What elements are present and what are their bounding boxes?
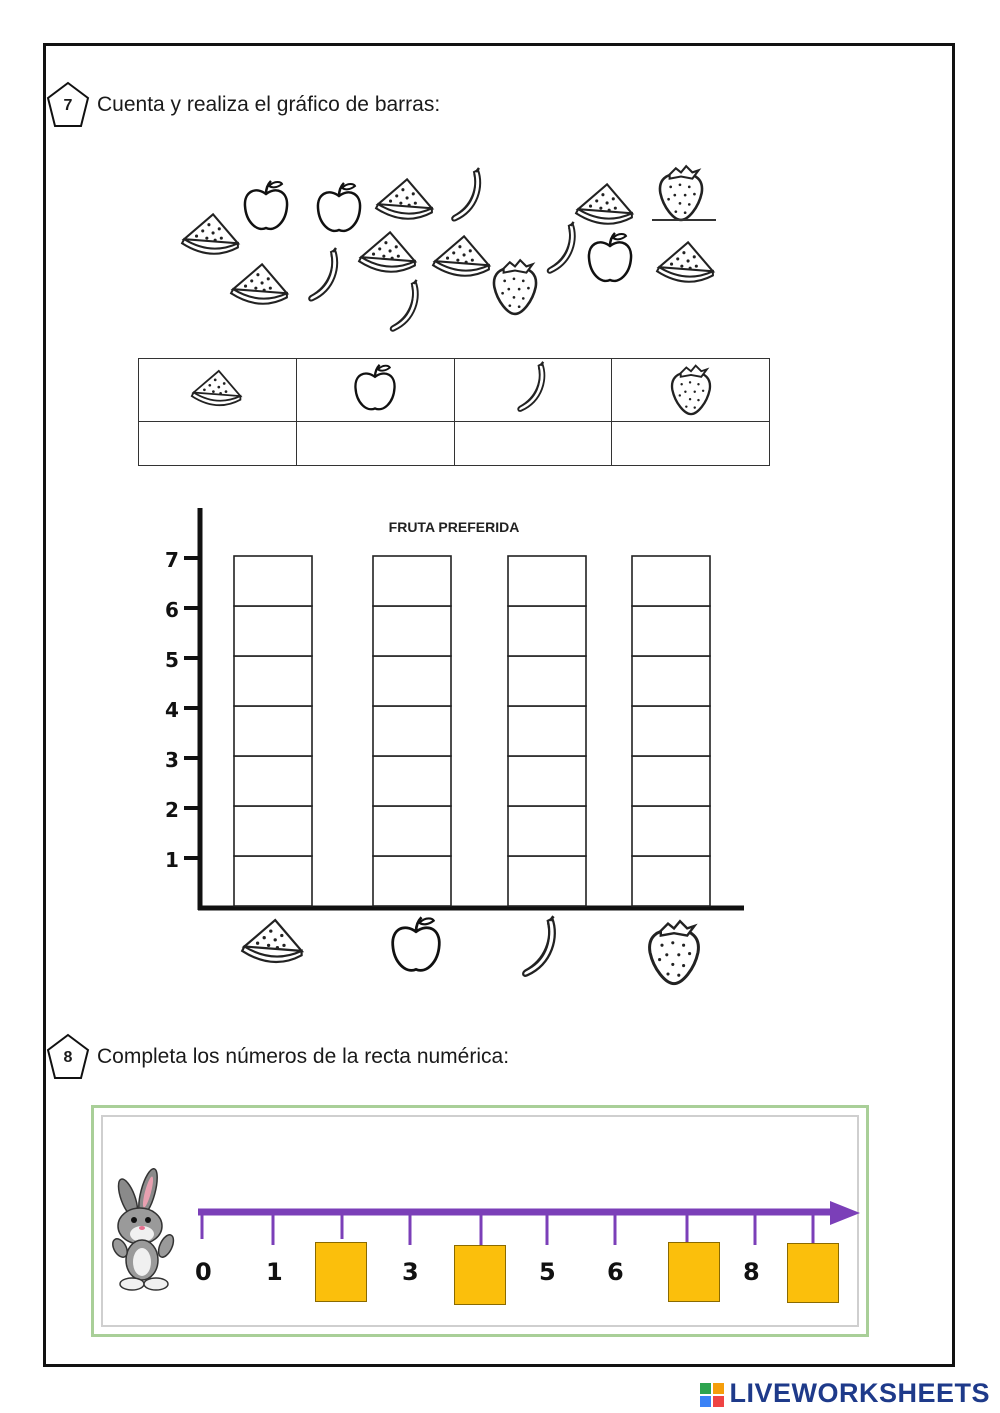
- watermelon-icon: [190, 365, 244, 411]
- count-table: [138, 358, 770, 466]
- bar-cell-apple[interactable]: [373, 706, 451, 756]
- bar-cell-apple[interactable]: [373, 656, 451, 706]
- bar-cell-apple[interactable]: [373, 606, 451, 656]
- banana-icon: [448, 166, 488, 226]
- watermelon-icon: [357, 226, 419, 278]
- y-tick-label: 3: [165, 748, 179, 772]
- number-label-5: 5: [539, 1258, 556, 1286]
- x-axis-apple-icon: [386, 914, 446, 976]
- count-table-header-row: [139, 359, 770, 422]
- bar-cell-watermelon[interactable]: [234, 706, 312, 756]
- count-input-watermelon[interactable]: [145, 428, 289, 460]
- banana-icon: [384, 278, 428, 336]
- question-7-number: 7: [63, 97, 73, 114]
- bar-cell-strawberry[interactable]: [632, 656, 710, 706]
- count-input-banana[interactable]: [461, 428, 605, 460]
- y-tick-label: 1: [165, 848, 179, 872]
- strawberry-icon: [489, 254, 541, 316]
- bar-cell-watermelon[interactable]: [234, 656, 312, 706]
- number-label-1: 1: [266, 1258, 283, 1286]
- number-line-answer-box-9[interactable]: [787, 1243, 839, 1303]
- count-answer-cell: [612, 422, 770, 466]
- bar-cell-strawberry[interactable]: [632, 706, 710, 756]
- x-axis-strawberry-icon: [644, 914, 704, 986]
- watermelon-icon: [431, 230, 493, 282]
- bar-cell-banana[interactable]: [508, 856, 586, 906]
- bar-cell-watermelon[interactable]: [234, 856, 312, 906]
- watermelon-icon: [374, 173, 436, 225]
- question-8-instruction: Completa los números de la recta numérica:: [97, 1045, 510, 1068]
- bar-cell-strawberry[interactable]: [632, 556, 710, 606]
- number-line-arrowhead: [830, 1201, 860, 1225]
- x-axis-banana-icon: [516, 914, 566, 982]
- bar-cell-banana[interactable]: [508, 556, 586, 606]
- question-7-badge: [46, 81, 90, 129]
- bar-cell-watermelon[interactable]: [234, 556, 312, 606]
- number-label-6: 6: [607, 1258, 624, 1286]
- bar-cell-banana[interactable]: [508, 656, 586, 706]
- bar-cell-apple[interactable]: [373, 756, 451, 806]
- number-label-3: 3: [402, 1258, 419, 1286]
- apple-icon: [240, 178, 292, 234]
- number-label-8: 8: [743, 1258, 760, 1286]
- watermelon-icon: [655, 236, 717, 288]
- bar-cell-strawberry[interactable]: [632, 606, 710, 656]
- apple-icon: [584, 230, 636, 286]
- number-label-0: 0: [195, 1258, 212, 1286]
- y-tick-label: 6: [165, 598, 179, 622]
- number-line-answer-box-4[interactable]: [454, 1245, 506, 1305]
- bar-cell-strawberry[interactable]: [632, 856, 710, 906]
- count-answer-cell: [296, 422, 454, 466]
- bar-cell-watermelon[interactable]: [234, 606, 312, 656]
- y-tick-label: 7: [165, 548, 179, 572]
- count-table-watermelon-cell: [139, 359, 297, 422]
- footer-brand: [699, 1378, 990, 1409]
- x-axis-watermelon-icon: [240, 913, 306, 969]
- question-8-number: 8: [63, 1049, 73, 1066]
- divider-line: [652, 219, 716, 221]
- number-line-answer-box-7[interactable]: [668, 1242, 720, 1302]
- watermelon-icon: [180, 208, 242, 260]
- count-answer-cell: [139, 422, 297, 466]
- count-input-strawberry[interactable]: [619, 428, 763, 460]
- number-line-ticks: [202, 1212, 813, 1245]
- bar-cell-banana[interactable]: [508, 756, 586, 806]
- liveworksheets-logo-icon: [699, 1382, 725, 1408]
- count-input-apple[interactable]: [303, 428, 447, 460]
- count-table-answer-row: [139, 422, 770, 466]
- bar-cell-strawberry[interactable]: [632, 806, 710, 856]
- apple-icon: [351, 362, 399, 414]
- watermelon-icon: [229, 258, 291, 310]
- bar-cell-watermelon[interactable]: [234, 756, 312, 806]
- y-tick-label: 2: [165, 798, 179, 822]
- question-8-badge: [46, 1033, 90, 1081]
- bar-chart: [150, 500, 750, 920]
- strawberry-icon: [655, 160, 707, 222]
- count-answer-cell: [454, 422, 612, 466]
- bar-cell-banana[interactable]: [508, 606, 586, 656]
- bar-cell-apple[interactable]: [373, 556, 451, 606]
- count-table-strawberry-cell: [612, 359, 770, 422]
- bar-cell-banana[interactable]: [508, 806, 586, 856]
- chart-title: FRUTA PREFERIDA: [388, 519, 520, 535]
- banana-icon: [303, 246, 347, 306]
- question-7-instruction: Cuenta y realiza el gráfico de barras:: [97, 93, 441, 116]
- banana-icon: [514, 360, 552, 416]
- count-table-apple-cell: [296, 359, 454, 422]
- number-line-answer-box-2[interactable]: [315, 1242, 367, 1302]
- y-tick-label: 5: [165, 648, 179, 672]
- y-tick-label: 4: [165, 698, 179, 722]
- bar-cell-apple[interactable]: [373, 806, 451, 856]
- watermelon-icon: [574, 178, 636, 230]
- count-table-banana-cell: [454, 359, 612, 422]
- footer-brand-text: LIVEWORKSHEETS: [729, 1378, 990, 1408]
- bar-cell-strawberry[interactable]: [632, 756, 710, 806]
- bunny-icon: [98, 1168, 188, 1296]
- strawberry-icon: [667, 360, 715, 416]
- bar-cell-apple[interactable]: [373, 856, 451, 906]
- number-line: [190, 1195, 870, 1245]
- bar-cell-banana[interactable]: [508, 706, 586, 756]
- bar-cell-watermelon[interactable]: [234, 806, 312, 856]
